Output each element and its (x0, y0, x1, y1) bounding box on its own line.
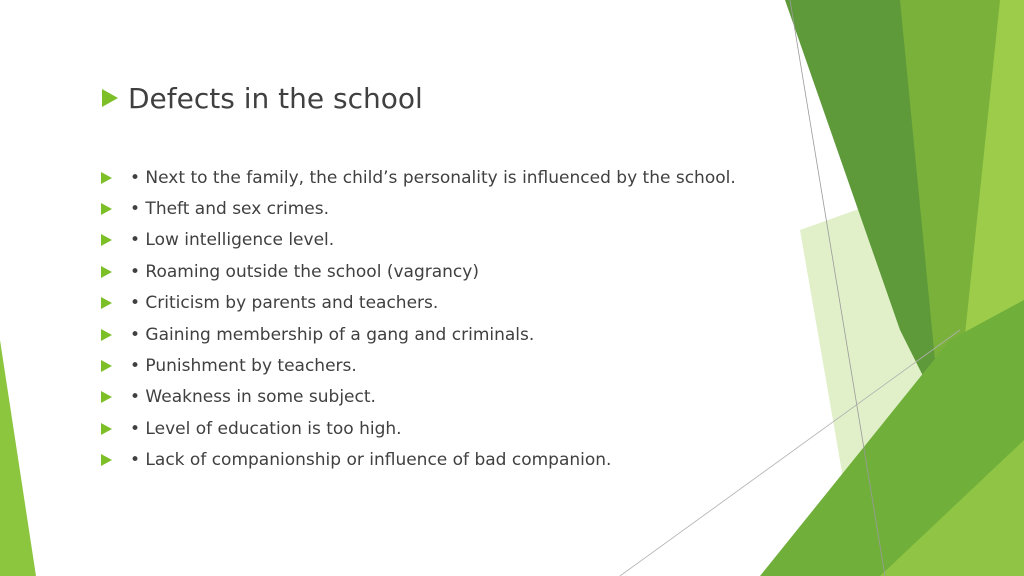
bullet-text: • Next to the family, the child’s personality is influenced by the school. (130, 167, 736, 188)
bullet-arrow-icon (101, 360, 112, 372)
list-item (101, 162, 736, 193)
bullet-arrow-icon (101, 297, 112, 309)
bullet-text: • Weakness in some subject. (130, 387, 376, 408)
bullet-arrow-icon (101, 203, 112, 215)
bullet-list (101, 162, 736, 476)
title-arrow-icon (102, 89, 118, 107)
bullet-text: • Punishment by teachers. (130, 356, 357, 377)
bullet-text: • Roaming outside the school (vagrancy) (130, 261, 479, 282)
slide-title: Defects in the school (128, 81, 423, 115)
list-item (101, 288, 736, 319)
bullet-text: • Criticism by parents and teachers. (130, 293, 439, 314)
list-item (101, 413, 736, 444)
list-item (101, 319, 736, 350)
list-item (101, 382, 736, 413)
bullet-text: • Lack of companionship or influence of bad companion. (130, 450, 612, 471)
bullet-text: • Low intelligence level. (130, 230, 335, 251)
bullet-arrow-icon (101, 391, 112, 403)
bullet-arrow-icon (101, 329, 112, 341)
bullet-arrow-icon (101, 454, 112, 466)
bullet-text: • Theft and sex crimes. (130, 199, 330, 220)
list-item (101, 350, 736, 381)
list-item (101, 225, 736, 256)
list-item (101, 193, 736, 224)
title-row (102, 78, 423, 118)
bullet-arrow-icon (101, 172, 112, 184)
list-item (101, 256, 736, 287)
bullet-arrow-icon (101, 266, 112, 278)
bullet-text: • Gaining membership of a gang and criminals. (130, 324, 535, 345)
bullet-text: • Level of education is too high. (130, 418, 402, 439)
left-edge-shape (0, 340, 36, 576)
bullet-arrow-icon (101, 423, 112, 435)
bullet-arrow-icon (101, 234, 112, 246)
list-item (101, 445, 736, 476)
